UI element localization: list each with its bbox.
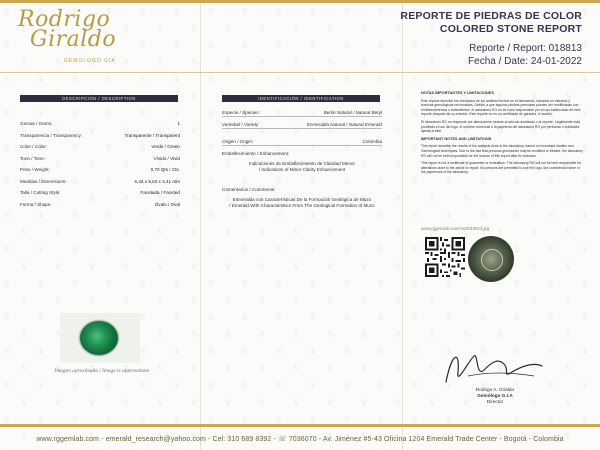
bottom-gold-bar <box>0 424 600 427</box>
brand-name <box>18 7 117 52</box>
report-date-label: Fecha / Date: <box>468 56 529 67</box>
fold-line-right <box>402 0 403 450</box>
origin-label: Origen / Origin: <box>222 139 254 144</box>
emerald-stone-image <box>80 321 118 355</box>
identification-panel <box>222 108 382 209</box>
row-label: Talla / Cutting Style: <box>20 190 61 196</box>
notes-es-paragraph: Este reporte describe los resultados de los análisis hechos en el laboratorio, basados en estudios y técnicas gemológicas reconocidas. Debido a que algunas piedras preciosas pueden ser modificadas con embellecimientos o tratamientos, el laboratorio RG no se hace responsable por el uso inadecuado de este reporte después de su emisión. Este reporte no es un certificado de garantía, ni avalúo. <box>421 98 581 117</box>
comments-value-line2: / Emerald With Characteristics From The Geological Formation of Muzo <box>229 203 375 208</box>
fold-line-left <box>200 0 201 450</box>
row-value: 1 <box>177 121 180 127</box>
signature-image <box>438 342 548 390</box>
verify-url[interactable]: www.rggemlab.com/cert/018813.jpg <box>421 226 490 231</box>
row-label: Peso / Weight: <box>20 167 50 173</box>
enhancement-value-line2: / Indications of Minor Clarity Enhancement <box>258 167 346 172</box>
footer-contact: www.rggemlab.com - emerald_research@yahoo.com - Cel: 310 689 8392 - ☏ 7036070 - Av. Jiménez #5-43 Oficina 1204 Emerald Trade Center - Bogotá - Colombia <box>36 436 564 443</box>
signatory-block <box>455 387 535 405</box>
qr-code-icon[interactable] <box>425 237 465 277</box>
row-label: Transparencia / Transparency: <box>20 132 83 138</box>
notes-en-paragraph: This report is not a certificate of guarantee or evaluation. The laboratory RG will not be held responsible for alterations done to the article or report. No persons are permitted to use the logo, the commercial name or the paperwork of the laboratory. <box>421 161 582 175</box>
row-label: Forma / Shape: <box>20 201 52 207</box>
report-date-line <box>400 56 582 67</box>
top-gold-bar <box>0 0 600 3</box>
brand-name-line1: Rodrigo <box>18 7 111 32</box>
comments-label: Comentarios / Comments: <box>222 187 276 192</box>
enhancement-value <box>222 161 382 173</box>
row-value: Facetada / Faceted <box>140 190 180 196</box>
description-row <box>20 141 180 153</box>
species-label: Especie / Species: <box>222 110 260 115</box>
report-title-es: REPORTE DE PIEDRAS DE COLOR <box>400 10 582 22</box>
notes-es-paragraph: El laboratorio RG no responde por alteraciones hechas al artículo analizado o al reporte. Legalmente está prohibido el uso del logo, el nombre comercial o la papelería del laboratorio RG por personas o entidades ajenas a éste. <box>421 119 580 134</box>
variety-value: Esmeralda Natural / Natural Emerald <box>306 122 382 127</box>
comments-value-line1: Esmeralda con Características De la Formación Geológica de Muzo <box>232 197 372 202</box>
row-label: Gemas / Gems: <box>20 121 53 127</box>
report-header <box>400 10 582 67</box>
row-value: Vívido / Vivid <box>153 155 180 161</box>
variety-label: Variedad / Variety: <box>222 122 260 127</box>
notes-en-header: IMPORTANT NOTES AND LIMITATIONS <box>421 136 492 141</box>
notes-en-paragraph: This report describe the results of the analysis done in the laboratory, based on renowned studies and Gemological techniques. Due to the fact that precious gemstones may be modified or treated, the laboratory RG will not be held responsible for the misuse of this report after its emission. <box>421 144 583 158</box>
row-value: Óvalo / Oval <box>154 201 180 207</box>
description-row <box>20 187 180 199</box>
description-table <box>20 118 180 210</box>
variety-line <box>222 122 382 129</box>
species-line <box>222 110 382 117</box>
row-value: Verde / Green <box>151 144 180 150</box>
description-row <box>20 118 180 130</box>
report-number: 018813 <box>548 43 582 54</box>
gem-photo <box>60 313 140 363</box>
notes-es-header: NOTAS IMPORTANTES Y LIMITACIONES <box>421 91 494 95</box>
description-row <box>20 164 180 176</box>
report-number-line <box>400 43 582 54</box>
brand-name-line2: Giraldo <box>30 27 117 52</box>
species-value: Berilo Natural / Natural Beryl <box>323 110 382 115</box>
hologram-seal-icon <box>468 236 514 282</box>
row-label: Medidas / Dimensions: <box>20 178 67 184</box>
signatory-title: Gemólogo G.I.A <box>477 393 513 398</box>
report-date: 24-01-2022 <box>530 56 582 67</box>
description-row <box>20 199 180 211</box>
gem-photo-caption: Imagen aproximada / Image is approximate <box>54 369 150 374</box>
description-row <box>20 153 180 165</box>
identification-header: IDENTIFICACIÓN / IDENTIFICATION <box>222 95 380 102</box>
brand-subtitle: GEMOLOGO GIA <box>64 58 116 64</box>
origin-value: Colombia <box>362 139 382 144</box>
row-label: Color / Color: <box>20 144 48 150</box>
row-label: Tono / Tone: <box>20 155 45 161</box>
brand-logo <box>18 7 138 70</box>
signatory-name: Rodrigo A. Giraldo <box>475 387 515 392</box>
description-row <box>20 176 180 188</box>
row-value: 0,70 Qts / Cts. <box>150 167 180 173</box>
row-value: 6,44 x 5,63 x 3,41 mm <box>134 178 180 184</box>
origin-line <box>222 139 382 146</box>
comments-value <box>222 197 382 209</box>
enhancement-label: Embellecimiento / Enhancement: <box>222 151 290 156</box>
signatory-role: Director <box>486 399 504 404</box>
description-row <box>20 130 180 142</box>
row-value: Transparente / Transparent <box>124 132 180 138</box>
notes-panel <box>421 91 583 178</box>
report-title-en: COLORED STONE REPORT <box>439 23 582 35</box>
description-header: DESCRIPCIÓN / DESCRIPTION <box>20 95 178 102</box>
enhancement-value-line1: Indicaciones de Embellecimiento de Claridad Menor <box>249 161 355 166</box>
report-number-label: Reporte / Report: <box>469 43 546 54</box>
hologram-seal-ring <box>481 249 503 271</box>
header-divider <box>0 72 600 73</box>
